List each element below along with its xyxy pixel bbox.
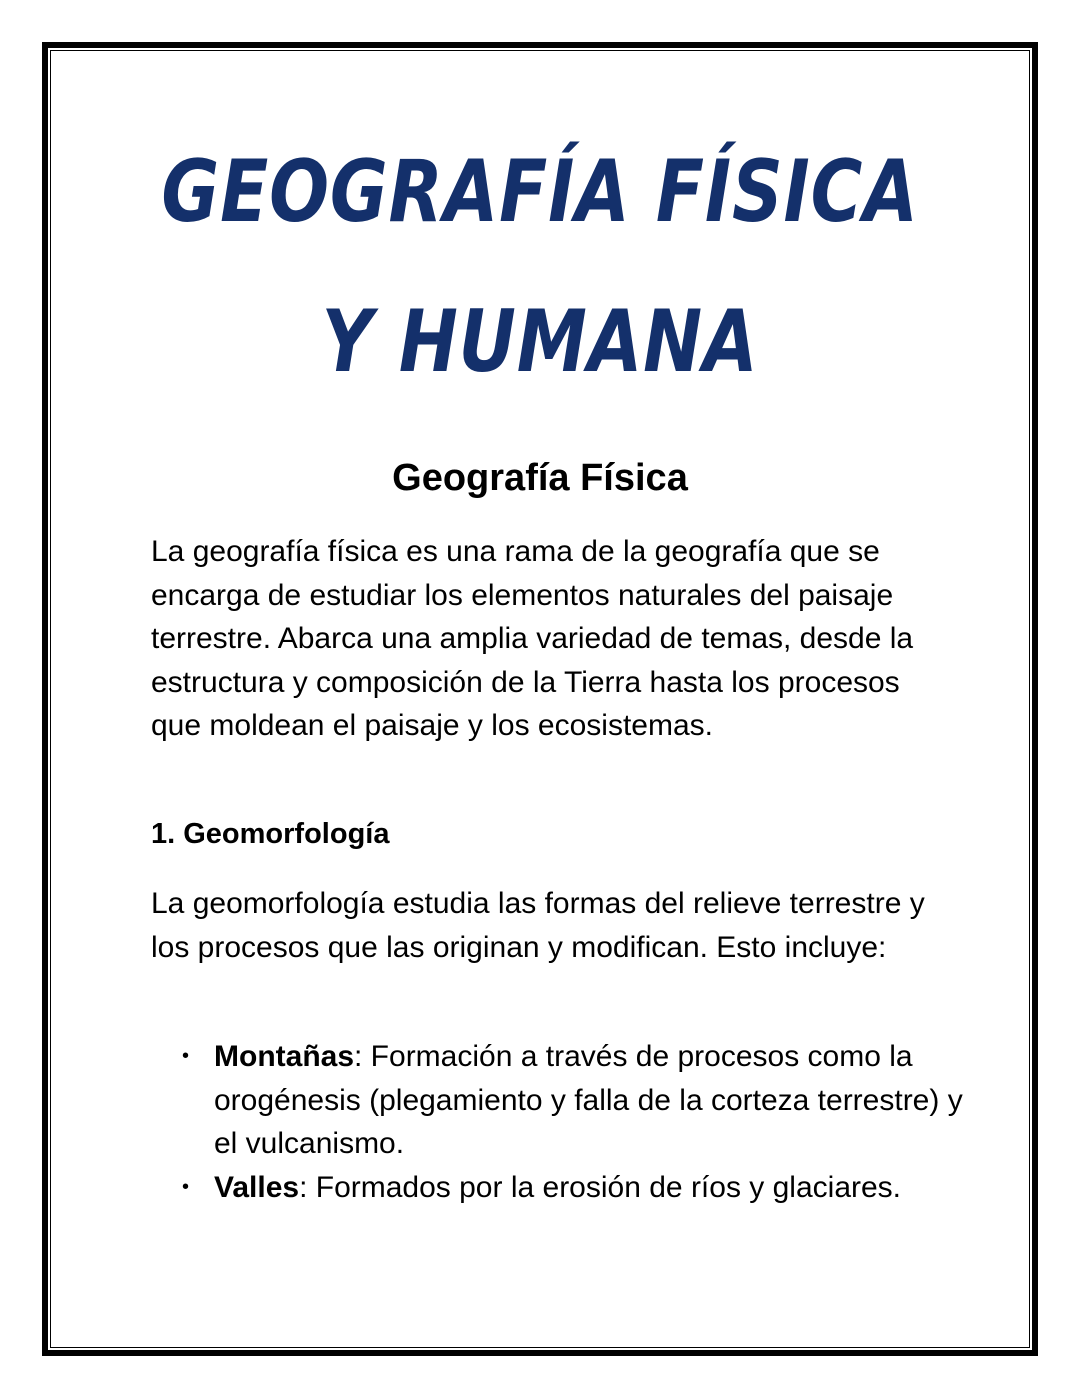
subsection-paragraph: La geomorfología estudia las formas del relieve terrestre y los procesos que las originan y modifican. Esto incluye:: [151, 887, 925, 964]
list-item: [182, 1166, 984, 1210]
list-item-text: : Formación a través de procesos como la orogénesis (plegamiento y falla de la corteza terrestre) y el vulcanismo.: [214, 1040, 963, 1160]
list-item-term: Valles: [214, 1170, 300, 1204]
bullet-icon: •: [182, 1045, 190, 1067]
list-item-text: : Formados por la erosión de ríos y glaciares.: [299, 1170, 902, 1204]
page-title-line-1: GEOGRAFÍA FÍSICA: [161, 142, 919, 242]
subsection-heading: 1. Geomorfología: [151, 818, 390, 850]
list-item: [182, 1035, 984, 1166]
bullet-icon: •: [182, 1175, 190, 1198]
list-item-term: Montañas: [214, 1040, 355, 1073]
intro-paragraph: La geografía física es una rama de la geografía que se encarga de estudiar los elementos naturales del paisaje terrestre. Abarca una amplia variedad de temas, desde la estructura y composición de la Tierra hasta los procesos que moldean el paisaje y los ecosistemas.: [151, 535, 914, 742]
section-heading: Geografía Física: [392, 457, 688, 499]
bullet-list: [151, 1035, 984, 1209]
page-title-line-2: Y HUMANA: [321, 292, 759, 392]
